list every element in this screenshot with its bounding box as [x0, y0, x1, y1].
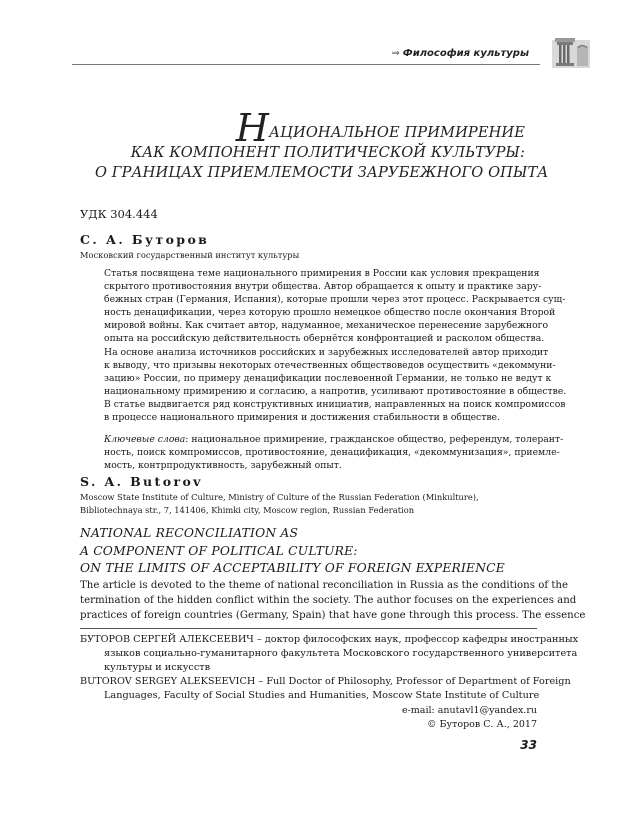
- bio-en-line-2: Languages, Faculty of Social Studies and Humanities, Moscow State Institute of Culture: [104, 690, 540, 701]
- header-rule: [72, 64, 540, 65]
- title-drop-cap: Н: [235, 106, 270, 150]
- title-line-1: АЦИОНАЛЬНОЕ ПРИМИРЕНИЕ: [269, 124, 525, 141]
- bio-ru-line-3: культуры и искусств: [104, 662, 211, 673]
- abstract-en: [80, 578, 586, 623]
- affiliation-en-line-2: Bibliotechnaya str., 7, 141406, Khimki city, Moscow region, Russian Federation: [80, 504, 415, 515]
- footnote-rule: [80, 628, 537, 629]
- author-name-en: S. A. Butorov: [80, 474, 203, 489]
- keywords-label: Ключевые слова: [104, 434, 186, 445]
- article-title-ru: [95, 106, 549, 183]
- keywords-line-1: : национальное примирение, гражданское общество, референдум, толерант-: [185, 434, 564, 445]
- abstract-line: бежных стран (Германия, Испания), которые прошли через этот процесс. Раскрывается сущ-: [104, 294, 566, 306]
- bio-ru-line-1: БУТОРОВ СЕРГЕЙ АЛЕКСЕЕВИЧ – доктор философских наук, профессор кафедры иностранных: [80, 634, 579, 645]
- title-line-3: О ГРАНИЦАХ ПРИЕМЛЕМОСТИ ЗАРУБЕЖНОГО ОПЫТА: [95, 164, 549, 181]
- contact-block: [402, 704, 537, 732]
- keywords-line-3: мость, контрпродуктивность, зарубежный опыт.: [104, 460, 342, 472]
- title-line-2: КАК КОМПОНЕНТ ПОЛИТИЧЕСКОЙ КУЛЬТУРЫ:: [130, 144, 525, 161]
- affiliation-en-line-1: Moscow State Institute of Culture, Ministry of Culture of the Russian Federation (Minkulture),: [80, 492, 479, 502]
- abstract-line: Статья посвящена теме национального примирения в России как условия прекращения: [104, 268, 540, 279]
- abstract-line: На основе анализа источников российских и зарубежных исследователей автор приходит: [104, 346, 549, 358]
- keywords-line-2: ность, поиск компромиссов, противостояние, денацификация, «декоммунизация», приемле-: [104, 447, 560, 459]
- abstract-line: опыта на российскую действительность обернётся конфронтацией и расколом общества.: [104, 333, 545, 345]
- abstract-ru: [104, 267, 567, 424]
- abstract-en-line: The article is devoted to the theme of national reconciliation in Russia as the conditions of the: [80, 580, 569, 591]
- page-number: 33: [520, 738, 537, 752]
- abstract-en-line: practices of foreign countries (Germany, Spain) that have gone through this process. The essence: [80, 610, 586, 621]
- abstract-line: национальному примирению и согласию, а напротив, усиливают противостояние в обществе.: [104, 385, 567, 397]
- affiliation-ru: Московский государственный институт культуры: [80, 250, 300, 260]
- abstract-line: зацию» России, по примеру денацификации послевоенной Германии, не только не ведут к: [104, 372, 552, 384]
- keywords-ru: [104, 433, 564, 472]
- running-header: [391, 48, 529, 59]
- title-en-line-3: ON THE LIMITS OF ACCEPTABILITY OF FOREIGN EXPERIENCE: [80, 561, 505, 575]
- journal-column-logo-icon: [552, 36, 590, 68]
- udk-code: УДК 304.444: [80, 207, 158, 221]
- arrow-icon: ⇒: [391, 48, 400, 59]
- author-name-ru: С. А. Буторов: [80, 232, 210, 247]
- abstract-line: скрытого противостояния внутри общества. Автор обращается к опыту и практике зару-: [104, 281, 542, 293]
- copyright-text: © Буторов С. А., 2017: [427, 719, 537, 730]
- abstract-en-line: termination of the hidden conflict within the society. The author focuses on the experiences and: [80, 595, 577, 606]
- abstract-line: в процессе национального примирения и достижения стабильности в обществе.: [104, 412, 500, 424]
- bio-en-line-1: BUTOROV SERGEY ALEKSEEVICH – Full Doctor of Philosophy, Professor of Department of Foreign: [80, 676, 571, 687]
- email-text[interactable]: e-mail: anutavl1@yandex.ru: [401, 705, 537, 716]
- article-title-en: [80, 525, 505, 578]
- title-en-line-1: NATIONAL RECONCILIATION AS: [80, 526, 299, 540]
- abstract-line: ность денацификации, через которую прошло немецкое общество после окончания Второй: [104, 307, 556, 319]
- affiliation-en: [80, 491, 479, 516]
- abstract-line: мировой войны. Как считает автор, надуманное, механическое перенесение зарубежного: [104, 320, 549, 332]
- title-en-line-2: A COMPONENT OF POLITICAL CULTURE:: [80, 543, 358, 558]
- abstract-line: В статье выдвигается ряд конструктивных инициатив, направленных на поиск компромиссов: [104, 398, 566, 410]
- section-title: Философия культуры: [402, 48, 529, 59]
- bio-ru-line-2: языков социально-гуманитарного факультета Московского государственного университета: [104, 648, 578, 659]
- author-bio: [80, 633, 579, 703]
- abstract-line: к выводу, что призывы некоторых отечественных обществоведов осуществить «декоммуни-: [104, 359, 556, 371]
